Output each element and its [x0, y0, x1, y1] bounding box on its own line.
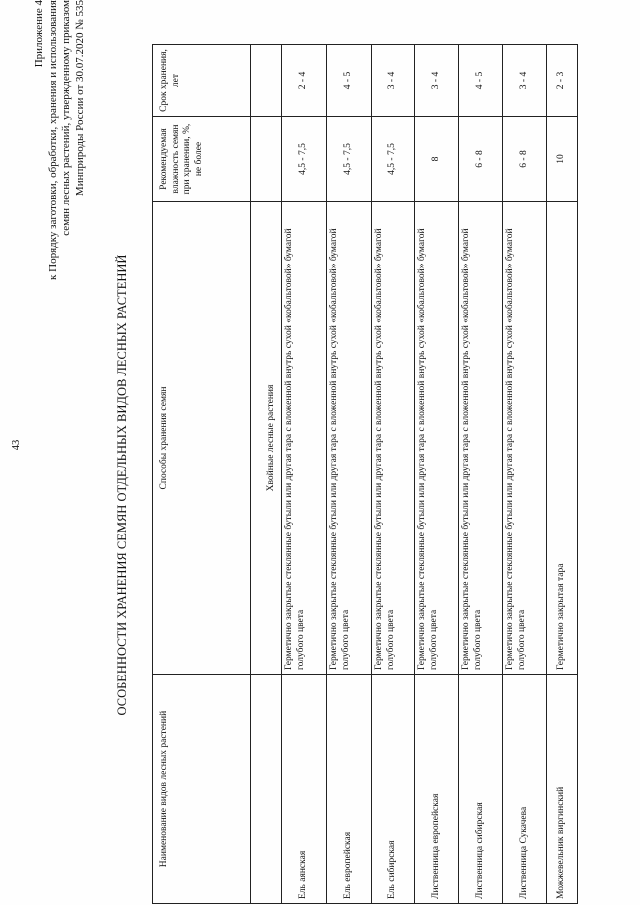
table-row [327, 45, 372, 904]
table-row [547, 45, 578, 904]
species-cell: Ель европейская [327, 675, 372, 904]
moisture-cell: 6 - 8 [459, 117, 503, 202]
term-cell: 3 - 4 [415, 45, 459, 117]
term-cell: 4 - 5 [459, 45, 503, 117]
term-cell: 3 - 4 [372, 45, 415, 117]
moisture-cell: 4,5 - 7,5 [282, 117, 327, 202]
table-row [459, 45, 503, 904]
column-header-moisture: Рекомендуемая влажность семян при хранении, %, не более [153, 117, 251, 202]
species-cell: Ель аянская [282, 675, 327, 904]
group-empty-cell [251, 675, 282, 904]
method-cell: Герметично закрытые стеклянные бутыли или другая тара с вложенной внутрь сухой «кобальтовой» бумагой голубого цвета [415, 202, 459, 675]
appendix-line: Минприроды России от 30.07.2020 № 535 [73, 0, 86, 197]
group-label: Хвойные лесные растения [251, 202, 282, 675]
term-cell: 2 - 4 [282, 45, 327, 117]
group-empty-cell [251, 117, 282, 202]
page-number: 43 [11, 439, 22, 451]
column-header-species: Наименование видов лесных растений [153, 675, 251, 904]
table-header-row [153, 45, 251, 904]
column-header-method: Способы хранения семян [153, 202, 251, 675]
method-cell: Герметично закрытые стеклянные бутыли или другая тара с вложенной внутрь сухой «кобальтовой» бумагой голубого цвета [503, 202, 547, 675]
species-cell: Можжевельник виргинский [547, 675, 578, 904]
moisture-cell: 6 - 8 [503, 117, 547, 202]
moisture-cell: 4,5 - 7,5 [372, 117, 415, 202]
appendix-line: к Порядку заготовки, обработки, хранения и использования [46, 0, 59, 280]
group-empty-cell [251, 45, 282, 117]
method-cell: Герметично закрытые стеклянные бутыли или другая тара с вложенной внутрь сухой «кобальтовой» бумагой голубого цвета [282, 202, 327, 675]
appendix-line: Приложение 4 [33, 0, 45, 68]
moisture-cell: 8 [415, 117, 459, 202]
table-row [415, 45, 459, 904]
species-cell: Ель сибирская [372, 675, 415, 904]
moisture-cell: 10 [547, 117, 578, 202]
table-group-row [251, 45, 282, 904]
term-cell: 3 - 4 [503, 45, 547, 117]
moisture-cell: 4,5 - 7,5 [327, 117, 372, 202]
method-cell: Герметично закрытые стеклянные бутыли или другая тара с вложенной внутрь сухой «кобальтовой» бумагой голубого цвета [372, 202, 415, 675]
column-header-term: Срок хранения, лет [153, 45, 251, 117]
term-cell: 4 - 5 [327, 45, 372, 117]
table-row [282, 45, 327, 904]
seed-storage-table [152, 44, 578, 904]
species-cell: Лиственница Сукачева [503, 675, 547, 904]
table-row [372, 45, 415, 904]
table-row [503, 45, 547, 904]
term-cell: 2 - 3 [547, 45, 578, 117]
document-title: ОСОБЕННОСТИ ХРАНЕНИЯ СЕМЯН ОТДЕЛЬНЫХ ВИДОВ ЛЕСНЫХ РАСТЕНИЙ [115, 254, 129, 716]
method-cell: Герметично закрытая тара [547, 202, 578, 675]
species-cell: Лиственница сибирская [459, 675, 503, 904]
appendix-header [33, 0, 87, 600]
method-cell: Герметично закрытые стеклянные бутыли или другая тара с вложенной внутрь сухой «кобальтовой» бумагой голубого цвета [459, 202, 503, 675]
appendix-line: семян лесных растений, утвержденному приказом [60, 0, 72, 236]
species-cell: Лиственница европейская [415, 675, 459, 904]
method-cell: Герметично закрытые стеклянные бутыли или другая тара с вложенной внутрь сухой «кобальтовой» бумагой голубого цвета [327, 202, 372, 675]
